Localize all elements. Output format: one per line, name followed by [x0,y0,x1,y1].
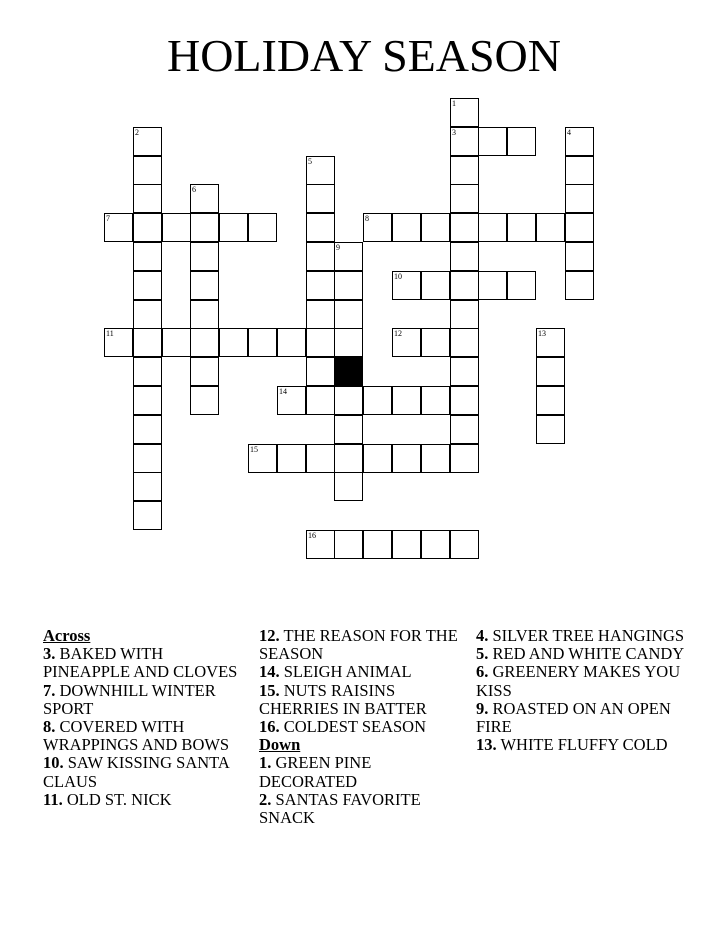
grid-cell[interactable] [565,184,594,213]
clue-number: 6 [192,185,196,194]
clue-number-label: 4. [476,626,489,645]
clue-number: 11 [106,329,114,338]
clue-number: 15 [250,445,258,454]
clue-text: NUTS RAISINS CHERRIES IN BATTER [259,680,427,718]
clue-item [43,754,253,790]
grid-cell[interactable] [248,444,277,473]
grid-cell[interactable] [334,271,363,300]
grid-cell[interactable] [450,530,479,559]
grid-cell[interactable] [450,242,479,271]
clue-number-label: 3. [43,644,56,664]
grid-cell[interactable] [363,213,392,242]
grid-cell[interactable] [133,156,162,185]
grid-cell[interactable] [421,444,450,473]
grid-cell[interactable] [277,386,306,415]
grid-cell[interactable] [277,444,306,473]
grid-cell[interactable] [450,271,479,300]
grid-cell[interactable] [306,184,335,213]
clue-number-label: 1. [259,753,272,773]
grid-cell[interactable] [450,328,479,357]
clue-heading-across: Across [43,626,91,645]
clue-text: COVERED WITH WRAPPINGS AND BOWS [43,717,230,755]
clues-column-1 [43,627,253,809]
puzzle-title: HOLIDAY SEASON [166,30,561,81]
clue-text: COLDEST SEASON [279,717,427,737]
grid-cell[interactable] [507,127,536,156]
clue-item [259,663,469,681]
grid-cell[interactable] [536,213,565,242]
grid-cell[interactable] [450,444,479,473]
clue-text: WHITE FLUFFY COLD [496,735,668,755]
grid-cell[interactable] [190,242,219,271]
grid-cell[interactable] [334,386,363,415]
clue-number-label: 9. [476,698,489,718]
grid-cell[interactable] [450,357,479,386]
grid-cell[interactable] [133,415,162,444]
grid-cell[interactable] [392,328,421,357]
grid-cell[interactable] [334,242,363,271]
clue-number-label: 13. [476,735,497,755]
grid-cell[interactable] [392,530,421,559]
grid-cell[interactable] [306,357,335,386]
clue-item [476,627,686,645]
grid-cell[interactable] [363,530,392,559]
clue-text: THE REASON FOR THE SEASON [259,626,458,664]
clue-number-label: 10. [43,753,64,773]
grid-cell[interactable] [133,357,162,386]
grid-cell[interactable] [507,271,536,300]
clue-item [43,645,253,681]
clue-item [259,754,469,790]
grid-cell[interactable] [421,213,450,242]
grid-cell[interactable] [363,444,392,473]
clue-number: 7 [106,214,110,223]
clue-number-label: 2. [259,789,272,809]
grid-cell[interactable] [306,328,335,357]
clue-number-label: 12. [259,626,280,645]
grid-cell[interactable] [190,386,219,415]
clue-text: SILVER TREE HANGINGS [488,626,685,645]
grid-cell[interactable] [104,213,133,242]
grid-cell[interactable] [306,386,335,415]
grid-cell[interactable] [507,213,536,242]
grid-cell[interactable] [334,415,363,444]
clue-item [43,682,253,718]
clue-item [259,627,469,663]
grid-cell[interactable] [392,271,421,300]
clue-number: 2 [135,128,139,137]
clue-item [43,718,253,754]
grid-cell[interactable] [392,386,421,415]
grid-cell[interactable] [565,127,594,156]
grid-cell[interactable] [306,300,335,329]
grid-cell[interactable] [536,328,565,357]
clue-text: GREEN PINE DECORATED [259,753,372,791]
grid-cell[interactable] [450,184,479,213]
clue-item [476,663,686,699]
grid-cell[interactable] [450,415,479,444]
grid-cell[interactable] [363,386,392,415]
grid-cell[interactable] [478,213,507,242]
grid-cell[interactable] [306,444,335,473]
grid-cell[interactable] [190,184,219,213]
grid-cell[interactable] [133,501,162,530]
clue-text: GREENERY MAKES YOU KISS [476,662,681,700]
grid-cell[interactable] [133,271,162,300]
grid-cell[interactable] [421,271,450,300]
clue-text: ROASTED ON AN OPEN FIRE [476,698,671,737]
grid-cell[interactable] [133,213,162,242]
grid-cell[interactable] [248,213,277,242]
grid-cell[interactable] [392,444,421,473]
clue-number-label: 15. [259,680,280,700]
clue-text: SLEIGH ANIMAL [279,662,412,682]
clue-number-label: 14. [259,662,280,682]
clue-number-label: 11. [43,789,63,809]
grid-cell[interactable] [450,156,479,185]
grid-cell[interactable] [133,184,162,213]
grid-cell[interactable] [219,328,248,357]
grid-cell[interactable] [334,300,363,329]
grid-cell[interactable] [190,271,219,300]
grid-cell[interactable] [536,386,565,415]
blocked-cell [334,357,363,386]
clue-item [259,718,469,736]
grid-cell[interactable] [133,386,162,415]
clue-heading-down: Down [259,735,301,755]
grid-cell[interactable] [334,444,363,473]
clue-number: 14 [279,387,287,396]
grid-cell[interactable] [565,156,594,185]
clue-number: 1 [452,99,456,108]
clue-item [476,700,686,736]
clue-number: 10 [394,272,402,281]
grid-cell[interactable] [421,530,450,559]
clue-item [259,682,469,718]
grid-cell[interactable] [190,357,219,386]
grid-cell[interactable] [536,357,565,386]
grid-cell[interactable] [334,328,363,357]
grid-cell[interactable] [392,213,421,242]
grid-cell[interactable] [277,328,306,357]
clue-number-label: 6. [476,662,489,682]
clue-number: 12 [394,329,402,338]
clue-number: 16 [308,531,316,540]
clue-number: 5 [308,157,312,166]
clue-number-label: 8. [43,717,56,737]
grid-cell[interactable] [306,271,335,300]
grid-cell[interactable] [450,300,479,329]
grid-cell[interactable] [248,328,277,357]
clue-number-label: 16. [259,717,280,737]
clue-number: 4 [567,128,571,137]
clue-number: 3 [452,128,456,137]
grid-cell[interactable] [450,98,479,127]
clue-item [476,736,686,754]
clue-number: 13 [538,329,546,338]
grid-cell[interactable] [421,386,450,415]
grid-cell[interactable] [565,242,594,271]
clue-text: SAW KISSING SANTA CLAUS [43,753,229,791]
clue-text: SANTAS FAVORITE SNACK [259,789,421,828]
clue-number-label: 7. [43,680,56,700]
clue-text: OLD ST. NICK [62,789,172,809]
clue-text: BAKED WITH PINEAPPLE AND CLOVES [43,644,238,682]
grid-cell[interactable] [133,127,162,156]
grid-cell[interactable] [162,213,191,242]
grid-cell[interactable] [219,213,248,242]
grid-cell[interactable] [334,472,363,501]
grid-cell[interactable] [162,328,191,357]
grid-cell[interactable] [133,328,162,357]
clue-text: DOWNHILL WINTER SPORT [43,680,216,718]
clue-item [259,791,469,827]
grid-cell[interactable] [478,271,507,300]
grid-cell[interactable] [104,328,133,357]
grid-cell[interactable] [450,386,479,415]
grid-cell[interactable] [450,213,479,242]
grid-cell[interactable] [421,328,450,357]
grid-cell[interactable] [565,213,594,242]
grid-cell[interactable] [536,415,565,444]
grid-cell[interactable] [133,300,162,329]
grid-cell[interactable] [190,300,219,329]
grid-cell[interactable] [306,213,335,242]
grid-cell[interactable] [334,530,363,559]
grid-cell[interactable] [306,242,335,271]
clue-number-label: 5. [476,644,489,664]
grid-cell[interactable] [133,472,162,501]
grid-cell[interactable] [190,328,219,357]
clue-number: 9 [336,243,340,252]
clues-column-3 [476,627,686,754]
clue-text: RED AND WHITE CANDY [488,644,685,664]
grid-cell[interactable] [478,127,507,156]
grid-cell[interactable] [306,530,335,559]
grid-cell[interactable] [565,271,594,300]
grid-cell[interactable] [306,156,335,185]
clue-item [43,791,253,809]
clue-number: 8 [365,214,369,223]
clues-column-2 [259,627,469,827]
grid-cell[interactable] [190,213,219,242]
clue-item [476,645,686,663]
grid-cell[interactable] [133,444,162,473]
grid-cell[interactable] [450,127,479,156]
grid-cell[interactable] [133,242,162,271]
